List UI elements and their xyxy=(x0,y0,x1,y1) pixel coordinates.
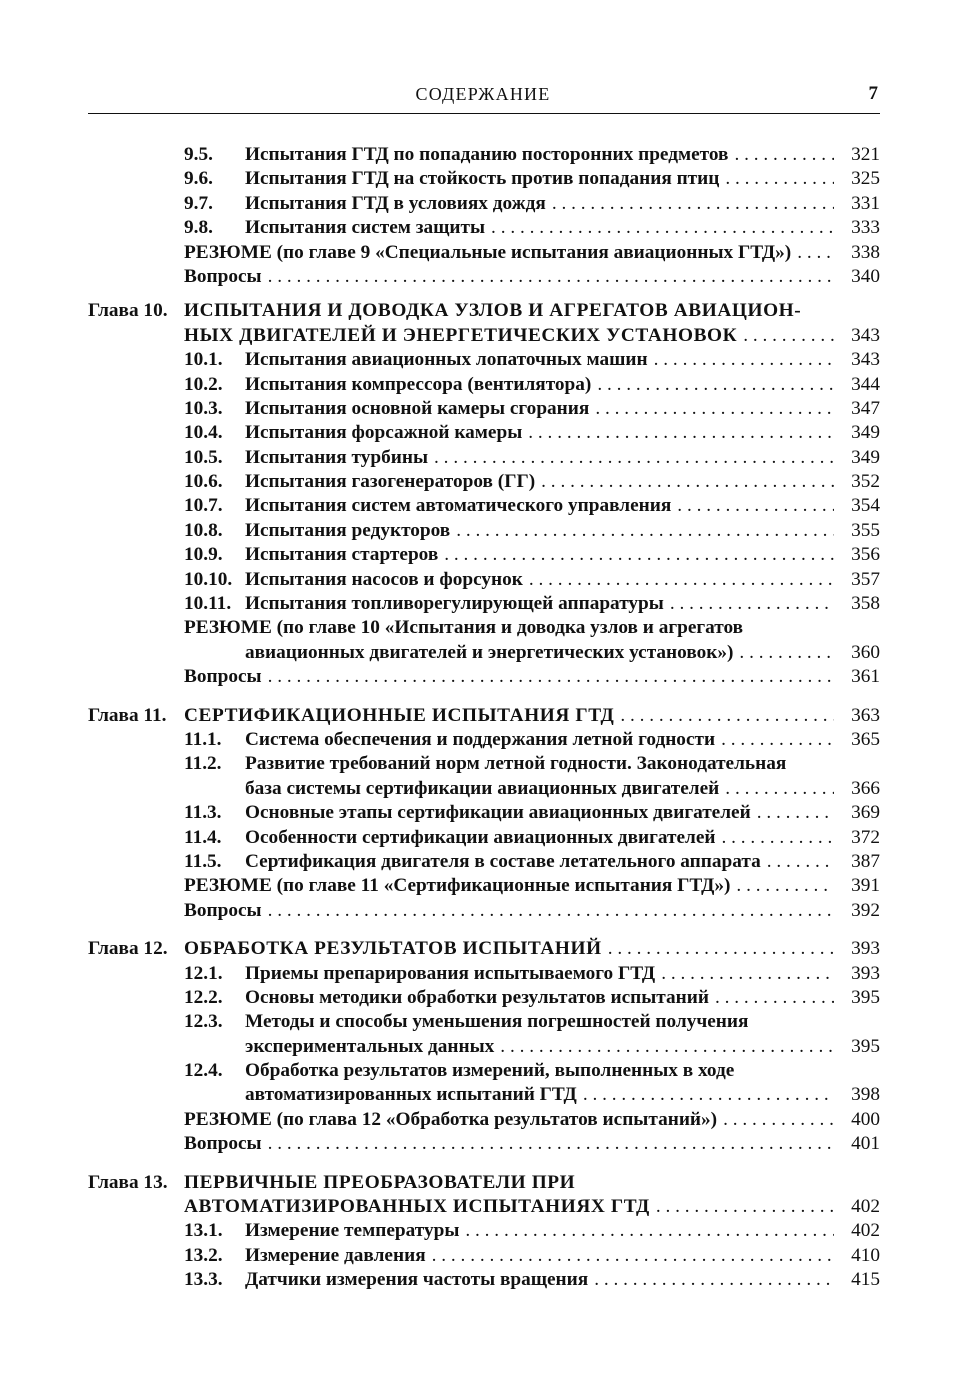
dot-leader xyxy=(450,519,834,543)
entry-page: 347 xyxy=(851,397,880,419)
entry-line xyxy=(184,1132,880,1156)
entry-page: 369 xyxy=(851,802,880,824)
chapter-title: ПЕРВИЧНЫЕ ПРЕОБРАЗОВАТЕЛИ ПРИ xyxy=(184,1171,576,1193)
entry-page: 331 xyxy=(851,192,880,214)
chapter-heading[interactable] xyxy=(88,704,880,728)
entry-title: Развитие требований норм летной годности. Законодательная xyxy=(245,753,787,775)
entry-line xyxy=(245,592,880,616)
dot-leader xyxy=(761,850,834,874)
entry-number: 10.6. xyxy=(184,471,223,493)
entry-line xyxy=(184,1195,880,1219)
entry-line xyxy=(245,641,880,665)
entry-page: 355 xyxy=(851,519,880,541)
entry-page: 360 xyxy=(851,641,880,663)
entry-page: 392 xyxy=(851,899,880,921)
entry-title: экспериментальных данных xyxy=(245,1035,495,1057)
entry-line xyxy=(245,1219,880,1243)
entry-page: 395 xyxy=(851,1035,880,1057)
dot-leader xyxy=(614,704,834,728)
entry-title: Основы методики обработки результатов испытаний xyxy=(245,986,709,1008)
entry-title: Испытания ГТД на стойкость против попадания птиц xyxy=(245,168,720,190)
toc-entry[interactable] xyxy=(88,1219,880,1243)
entry-page: 349 xyxy=(851,446,880,468)
entry-number: 13.3. xyxy=(184,1269,223,1291)
entry-title: Сертификация двигателя в составе летательного аппарата xyxy=(245,850,761,872)
dot-leader xyxy=(719,777,834,801)
toc-entry[interactable] xyxy=(88,494,880,518)
chapter-label: Глава 13. xyxy=(88,1171,168,1193)
toc-summary-cont[interactable] xyxy=(88,641,880,665)
entry-page: 363 xyxy=(851,704,880,726)
entry-line xyxy=(245,728,880,752)
entry-line xyxy=(245,543,880,567)
entry-title: Испытания насосов и форсунок xyxy=(245,568,523,590)
entry-number: 9.8. xyxy=(184,217,213,239)
entry-title: Приемы препарирования испытываемого ГТД xyxy=(245,962,656,984)
toc-questions[interactable] xyxy=(88,1132,880,1156)
entry-line xyxy=(245,216,880,240)
entry-number: 11.2. xyxy=(184,753,222,775)
toc-entry[interactable] xyxy=(88,962,880,986)
entry-page: 391 xyxy=(851,875,880,897)
dot-leader xyxy=(648,348,834,372)
dot-leader xyxy=(671,494,834,518)
entry-title: РЕЗЮМЕ (по главе 9 «Специальные испытания авиационных ГТД») xyxy=(184,241,792,263)
entry-title: Испытания систем защиты xyxy=(245,217,486,239)
entry-title: Испытания редукторов xyxy=(245,519,451,541)
dot-leader xyxy=(262,665,834,689)
chapter-title: НЫХ ДВИГАТЕЛЕЙ И ЭНЕРГЕТИЧЕСКИХ УСТАНОВОК xyxy=(184,324,738,346)
toc-entry-cont[interactable] xyxy=(88,1083,880,1107)
chapter-heading-cont[interactable] xyxy=(88,324,880,348)
chapter-heading[interactable] xyxy=(88,1171,880,1195)
page-number: 7 xyxy=(868,83,878,104)
header-rule xyxy=(88,113,880,114)
entry-line xyxy=(245,777,880,801)
entry-page: 354 xyxy=(851,495,880,517)
dot-leader xyxy=(709,986,834,1010)
toc-entry[interactable] xyxy=(88,470,880,494)
toc-entry[interactable] xyxy=(88,192,880,216)
dot-leader xyxy=(438,543,834,567)
entry-page: 365 xyxy=(851,728,880,750)
entry-title: Система обеспечения и поддержания летной годности xyxy=(245,728,716,750)
entry-number: 10.1. xyxy=(184,349,223,371)
entry-line xyxy=(245,826,880,850)
entry-line xyxy=(245,446,880,470)
entry-title: Испытания форсажной камеры xyxy=(245,422,523,444)
entry-line xyxy=(245,421,880,445)
entry-title: Измерение температуры xyxy=(245,1220,460,1242)
dot-leader xyxy=(751,801,834,825)
dot-leader xyxy=(591,373,834,397)
chapter-label: Глава 11. xyxy=(88,704,167,726)
toc-summary[interactable] xyxy=(88,874,880,898)
dot-leader xyxy=(485,216,834,240)
entry-page: 349 xyxy=(851,422,880,444)
entry-page: 372 xyxy=(851,826,880,848)
dot-leader xyxy=(715,728,834,752)
entry-page: 340 xyxy=(851,265,880,287)
entry-number: 10.7. xyxy=(184,495,223,517)
toc-entry[interactable] xyxy=(88,519,880,543)
entry-page: 366 xyxy=(851,777,880,799)
entry-line xyxy=(245,568,880,592)
toc-entry[interactable] xyxy=(88,167,880,191)
entry-title: РЕЗЮМЕ (по глава 12 «Обработка результатов испытаний») xyxy=(184,1108,718,1130)
entry-line xyxy=(184,1108,880,1132)
entry-line xyxy=(245,1083,880,1107)
toc-entry[interactable] xyxy=(88,1244,880,1268)
entry-title: Испытания турбины xyxy=(245,446,429,468)
entry-title: Датчики измерения частоты вращения xyxy=(245,1269,589,1291)
entry-line xyxy=(184,299,880,323)
toc-entry[interactable] xyxy=(88,543,880,567)
entry-line xyxy=(245,986,880,1010)
entry-number: 12.3. xyxy=(184,1011,223,1033)
entry-number: 11.4. xyxy=(184,826,222,848)
entry-page: 393 xyxy=(851,962,880,984)
entry-number: 9.6. xyxy=(184,168,213,190)
toc-entry[interactable] xyxy=(88,1010,880,1034)
entry-line xyxy=(245,1035,880,1059)
entry-page: 361 xyxy=(851,666,880,688)
entry-line xyxy=(245,1244,880,1268)
toc-entry[interactable] xyxy=(88,216,880,240)
dot-leader xyxy=(589,397,834,421)
entry-line xyxy=(184,899,880,923)
dot-leader xyxy=(602,937,834,961)
toc-entry[interactable] xyxy=(88,143,880,167)
entry-line xyxy=(245,470,880,494)
running-title: СОДЕРЖАНИЕ xyxy=(415,84,551,104)
entry-number: 12.4. xyxy=(184,1060,223,1082)
entry-line xyxy=(245,801,880,825)
entry-page: 400 xyxy=(851,1108,880,1130)
entry-title: Испытания основной камеры сгорания xyxy=(245,397,590,419)
entry-page: 343 xyxy=(851,324,880,346)
entry-number: 10.5. xyxy=(184,446,223,468)
dot-leader xyxy=(733,641,834,665)
dot-leader xyxy=(588,1268,834,1292)
toc-entry[interactable] xyxy=(88,1268,880,1292)
entry-number: 11.3. xyxy=(184,802,222,824)
entry-title: Вопросы xyxy=(184,1133,262,1155)
entry-line xyxy=(245,373,880,397)
entry-number: 10.10. xyxy=(184,568,233,590)
entry-line xyxy=(184,1171,880,1195)
entry-number: 9.5. xyxy=(184,144,213,165)
dot-leader xyxy=(262,1132,834,1156)
entry-line xyxy=(184,616,880,640)
entry-line xyxy=(184,265,880,289)
entry-line xyxy=(245,494,880,518)
entry-page: 402 xyxy=(851,1220,880,1242)
entry-line xyxy=(245,752,880,776)
entry-line xyxy=(245,192,880,216)
entry-number: 10.3. xyxy=(184,397,223,419)
toc-summary[interactable] xyxy=(88,616,880,640)
entry-page: 352 xyxy=(851,471,880,493)
dot-leader xyxy=(522,421,834,445)
dot-leader xyxy=(426,1244,834,1268)
entry-number: 12.1. xyxy=(184,962,223,984)
dot-leader xyxy=(717,1108,834,1132)
entry-title: база системы сертификации авиационных двигателей xyxy=(245,777,720,799)
chapter-heading-cont[interactable] xyxy=(88,1195,880,1219)
chapter-label: Глава 10. xyxy=(88,300,168,322)
entry-title: Испытания стартеров xyxy=(245,544,439,566)
toc-entry[interactable] xyxy=(88,826,880,850)
entry-line xyxy=(245,397,880,421)
entry-page: 333 xyxy=(851,217,880,239)
entry-title: Испытания систем автоматического управления xyxy=(245,495,672,517)
chapter-title: АВТОМАТИЗИРОВАННЫХ ИСПЫТАНИЯХ ГТД xyxy=(184,1196,650,1218)
toc-questions[interactable] xyxy=(88,899,880,923)
toc-entry-cont[interactable] xyxy=(88,777,880,801)
chapter-heading[interactable] xyxy=(88,937,880,961)
toc-entry[interactable] xyxy=(88,592,880,616)
entry-title: Испытания компрессора (вентилятора) xyxy=(245,373,592,395)
entry-page: 398 xyxy=(851,1084,880,1106)
toc-entry[interactable] xyxy=(88,568,880,592)
toc-entry[interactable] xyxy=(88,446,880,470)
dot-leader xyxy=(650,1195,834,1219)
entry-title: Испытания ГТД по попаданию посторонних предметов xyxy=(245,144,729,165)
chapter-title: СЕРТИФИКАЦИОННЫЕ ИСПЫТАНИЯ ГТД xyxy=(184,704,615,726)
table-of-contents xyxy=(88,143,880,1293)
dot-leader xyxy=(262,265,834,289)
toc-entry[interactable] xyxy=(88,850,880,874)
entry-page: 393 xyxy=(851,938,880,960)
entry-line xyxy=(245,167,880,191)
entry-title: Испытания газогенераторов (ГГ) xyxy=(245,471,536,493)
dot-leader xyxy=(546,192,834,216)
entry-title: Измерение давления xyxy=(245,1244,426,1266)
toc-questions[interactable] xyxy=(88,265,880,289)
entry-line xyxy=(245,962,880,986)
entry-title: Методы и способы уменьшения погрешностей получения xyxy=(245,1011,749,1033)
dot-leader xyxy=(730,874,834,898)
page-header xyxy=(88,82,878,112)
chapter-heading[interactable] xyxy=(88,299,880,323)
toc-entry[interactable] xyxy=(88,728,880,752)
toc-entry[interactable] xyxy=(88,348,880,372)
entry-number: 11.5. xyxy=(184,850,222,872)
chapter-title: ОБРАБОТКА РЕЗУЛЬТАТОВ ИСПЫТАНИЙ xyxy=(184,938,602,960)
entry-number: 13.1. xyxy=(184,1220,223,1242)
entry-number: 10.11. xyxy=(184,593,232,615)
entry-line xyxy=(245,850,880,874)
entry-number: 13.2. xyxy=(184,1244,223,1266)
entry-line xyxy=(184,937,880,961)
dot-leader xyxy=(262,899,834,923)
dot-leader xyxy=(664,592,834,616)
entry-title: Испытания авиационных лопаточных машин xyxy=(245,349,648,371)
dot-leader xyxy=(716,826,835,850)
entry-title: Основные этапы сертификации авиационных двигателей xyxy=(245,802,751,824)
entry-number: 10.4. xyxy=(184,422,223,444)
entry-page: 321 xyxy=(851,144,880,165)
dot-leader xyxy=(791,241,834,265)
dot-leader xyxy=(428,446,834,470)
toc-summary[interactable] xyxy=(88,241,880,265)
entry-page: 402 xyxy=(851,1196,880,1218)
entry-page: 356 xyxy=(851,544,880,566)
chapter-label: Глава 12. xyxy=(88,938,168,960)
entry-page: 338 xyxy=(851,241,880,263)
entry-page: 344 xyxy=(851,373,880,395)
toc-entry[interactable] xyxy=(88,373,880,397)
entry-number: 10.2. xyxy=(184,373,223,395)
entry-page: 325 xyxy=(851,168,880,190)
toc-entry[interactable] xyxy=(88,801,880,825)
entry-line xyxy=(245,348,880,372)
dot-leader xyxy=(728,143,834,167)
entry-line xyxy=(245,1010,880,1034)
entry-title: Вопросы xyxy=(184,899,262,921)
entry-line xyxy=(245,1268,880,1292)
toc-entry[interactable] xyxy=(88,421,880,445)
entry-number: 12.2. xyxy=(184,986,223,1008)
entry-number: 9.7. xyxy=(184,192,213,214)
entry-number: 10.9. xyxy=(184,544,223,566)
entry-title: Вопросы xyxy=(184,666,262,688)
toc-summary[interactable] xyxy=(88,1108,880,1132)
entry-number: 11.1. xyxy=(184,728,222,750)
dot-leader xyxy=(577,1083,834,1107)
entry-line xyxy=(245,519,880,543)
entry-title: Испытания топливорегулирующей аппаратуры xyxy=(245,593,664,615)
dot-leader xyxy=(737,324,834,348)
entry-number: 10.8. xyxy=(184,519,223,541)
toc-questions[interactable] xyxy=(88,665,880,689)
entry-page: 357 xyxy=(851,568,880,590)
entry-title: авиационных двигателей и энергетических установок») xyxy=(245,641,734,663)
entry-line xyxy=(245,143,880,167)
toc-entry[interactable] xyxy=(88,1059,880,1083)
dot-leader xyxy=(494,1035,834,1059)
entry-title: РЕЗЮМЕ (по главе 11 «Сертификационные испытания ГТД») xyxy=(184,875,731,897)
entry-line xyxy=(245,1059,880,1083)
entry-title: Особенности сертификации авиационных двигателей xyxy=(245,826,716,848)
entry-title: Вопросы xyxy=(184,265,262,287)
dot-leader xyxy=(459,1219,834,1243)
toc-entry[interactable] xyxy=(88,752,880,776)
toc-entry-cont[interactable] xyxy=(88,1035,880,1059)
chapter-title: ИСПЫТАНИЯ И ДОВОДКА УЗЛОВ И АГРЕГАТОВ АВИАЦИОН- xyxy=(184,300,802,322)
entry-page: 401 xyxy=(851,1133,880,1155)
entry-title: Испытания ГТД в условиях дождя xyxy=(245,192,546,214)
entry-page: 387 xyxy=(851,850,880,872)
entry-line xyxy=(184,324,880,348)
entry-line xyxy=(184,241,880,265)
entry-page: 410 xyxy=(851,1244,880,1266)
dot-leader xyxy=(719,167,834,191)
dot-leader xyxy=(655,962,834,986)
dot-leader xyxy=(523,568,834,592)
entry-line xyxy=(184,704,880,728)
toc-entry[interactable] xyxy=(88,986,880,1010)
toc-entry[interactable] xyxy=(88,397,880,421)
entry-line xyxy=(184,874,880,898)
entry-title: автоматизированных испытаний ГТД xyxy=(245,1084,577,1106)
dot-leader xyxy=(535,470,834,494)
entry-page: 395 xyxy=(851,986,880,1008)
entry-title: РЕЗЮМЕ (по главе 10 «Испытания и доводка узлов и агрегатов xyxy=(184,617,744,639)
entry-line xyxy=(184,665,880,689)
entry-page: 343 xyxy=(851,349,880,371)
entry-page: 415 xyxy=(851,1269,880,1291)
entry-title: Обработка результатов измерений, выполненных в ходе xyxy=(245,1060,735,1082)
entry-page: 358 xyxy=(851,593,880,615)
